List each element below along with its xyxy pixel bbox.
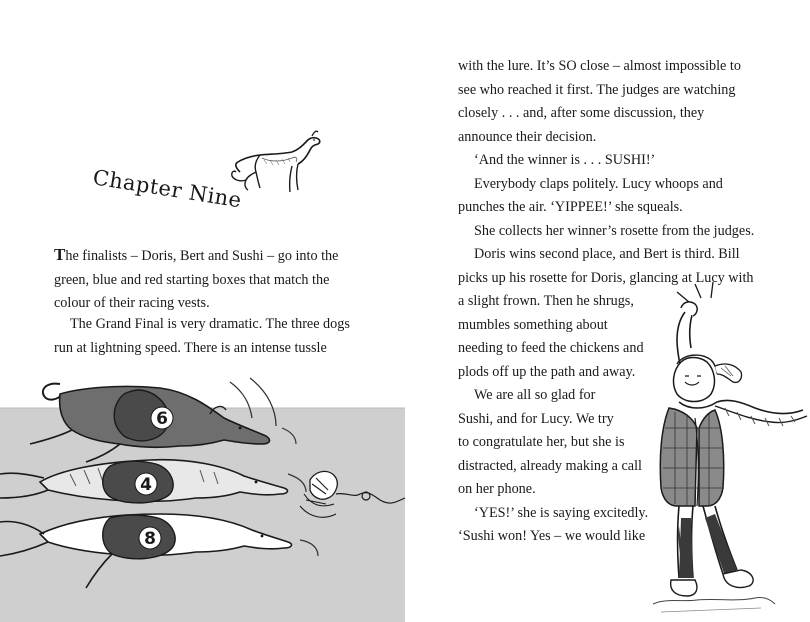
text-line: ‘Sushi won! Yes – we would like bbox=[458, 528, 646, 544]
paragraph-line: colour of their racing vests. bbox=[54, 295, 210, 311]
chapter-title-text: Chapter Nine bbox=[91, 165, 244, 213]
text-line: mumbles something about bbox=[458, 316, 608, 333]
text-line: distracted, already making a call bbox=[458, 457, 642, 474]
text-line: She collects her winner’s rosette from the judges. bbox=[474, 222, 755, 239]
text-line: ‘And the winner is . . . SUSHI!’ bbox=[474, 152, 656, 168]
text-line: ‘YES!’ she is saying excitedly. bbox=[474, 504, 649, 521]
text-line: announce their decision. bbox=[458, 128, 597, 145]
text-line: needing to feed the chickens and bbox=[458, 340, 644, 356]
text-line: to congratulate her, but she is bbox=[458, 434, 625, 450]
text-line: Doris wins second place, and Bert is third. Bill bbox=[474, 246, 740, 262]
paragraph-line: The Grand Final is very dramatic. The three dogs bbox=[70, 316, 350, 332]
text-line: closely . . . and, after some discussion, they bbox=[458, 105, 705, 121]
text-line: We are all so glad for bbox=[474, 387, 596, 403]
text-line: Everybody claps politely. Lucy whoops and bbox=[474, 175, 723, 192]
vest-number-8: 8 bbox=[144, 529, 156, 549]
paragraph-2 bbox=[54, 313, 350, 360]
paragraph-line: run at lightning speed. There is an intense tussle bbox=[54, 339, 327, 356]
text-line: picks up his rosette for Doris, glancing at Lucy with bbox=[458, 269, 754, 286]
text-line: on her phone. bbox=[458, 481, 536, 497]
text-line: see who reached it first. The judges are watching bbox=[458, 81, 736, 98]
vest-number-6: 6 bbox=[156, 409, 168, 429]
text-line: a slight frown. Then he shrugs, bbox=[458, 293, 634, 309]
paragraph-line: green, blue and red starting boxes that match the bbox=[54, 271, 330, 288]
race-illustration bbox=[0, 374, 405, 622]
greyhound-icon bbox=[226, 128, 326, 200]
text-line: punches the air. ‘YIPPEE!’ she squeals. bbox=[458, 199, 683, 215]
paragraph-1 bbox=[54, 243, 338, 316]
chapter-title bbox=[88, 128, 244, 213]
drop-letter: T bbox=[54, 245, 66, 264]
text-line: with the lure. It’s SO close – almost impossible to bbox=[458, 58, 741, 74]
text-line: plods off up the path and away. bbox=[458, 363, 636, 380]
paragraph-line: The finalists – Doris, Bert and Sushi – go into the bbox=[54, 245, 339, 264]
vest-number-4: 4 bbox=[140, 475, 152, 495]
text-line: Sushi, and for Lucy. We try bbox=[458, 410, 614, 427]
cheering-girl-illustration bbox=[565, 278, 810, 622]
chapter-heading bbox=[0, 0, 405, 213]
